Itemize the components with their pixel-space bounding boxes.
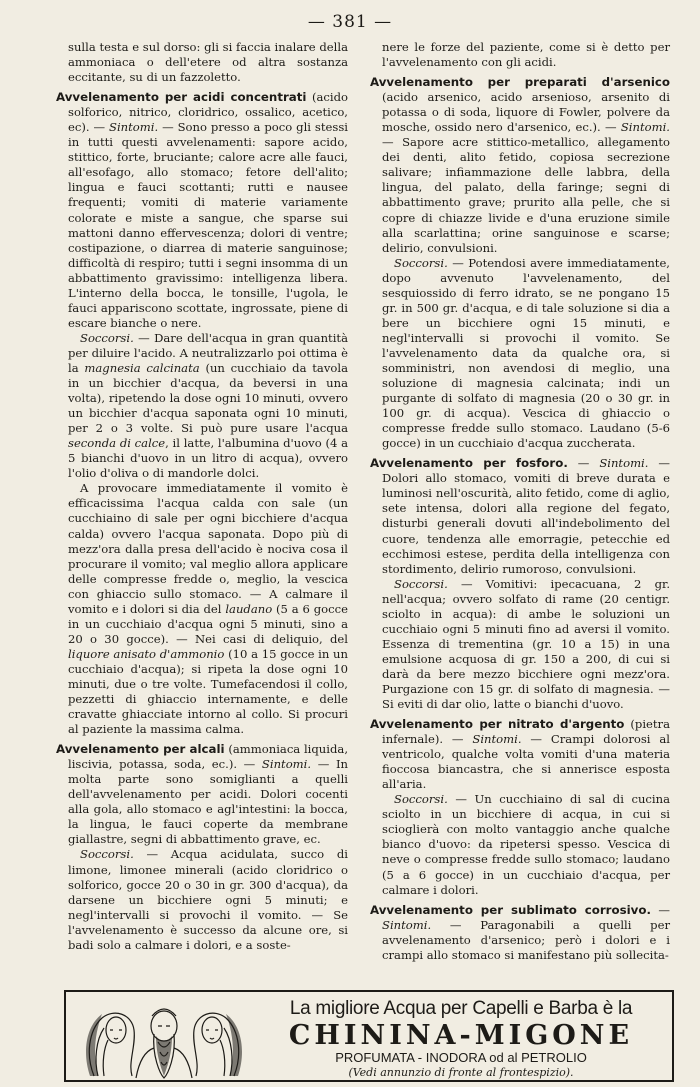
sintomi-label: Sintomi.: [472, 732, 522, 747]
ad-variants: PROFUMATA - INODORA od al PETROLIO: [335, 1050, 587, 1065]
paragraph-text: — Acqua acidulata, succo di limone, limonee minerali (acido cloridrico o solforico, gocce 20 o 30 in gr. 300 d'acqua), da darsene un bicchiere ogni 5 minuti; e negl'intervalli si provochi il vomito. — Se l'avvelenamento è successo da alcune ore, si badi solo a calmare i dolori, e a soste-: [68, 847, 348, 952]
paragraph-text: — Dare dell'acqua in gran quantità per diluire l'acido. A neutralizzarlo poi ottima è la: [68, 330, 348, 375]
paragraph-text: — Vomitivi: ipecacuana, 2 gr. nell'acqua; ovvero solfato di rame (20 centigr. sciolto in acqua): di ambe le soluzioni un cucchiaio ogni 5 minuti fino ad aversi il vomito. Essenza di trementina (gr. 10 a 15) in una emulsione acquosa di gr. 150 a 200, di cui si darà da bere mezzo bicchiere ogni mezz'ora. Purgazione con 15 gr. di solfato di magnesia. — Si eviti di dar olio, latte o bianchi d'uovo.: [382, 576, 670, 712]
paragraph-text: nere le forze del paziente, come si è detto per l'avvelenamento con gli acidi.: [382, 40, 670, 70]
entry-text: (pietra infernale). —: [382, 717, 671, 747]
paragraph-text: , il latte, l'albumina d'uovo (4 a 5 bianchi d'uovo in un litro di acqua), ovvero l'olio d'oliva o di mandorle dolci.: [68, 436, 348, 481]
entry-arsenico: [370, 75, 670, 256]
entry-text: (ammoniaca liquida, liscivia, potassa, soda, ec.). —: [68, 742, 348, 772]
left-column: [56, 40, 348, 953]
italic-term: liquore anisato d'ammonio: [68, 646, 225, 661]
soccorsi-argento: [370, 792, 670, 897]
sintomi-label: Sintomi.: [261, 757, 312, 772]
entry-argento: [370, 717, 670, 792]
entry-text: — In molta parte sono somiglianti a quelli dell'avvelenamento per acidi. Dolori cocenti alla gola, allo stomaco e agl'intestini: la bocca, la lingua, le fauci coperte da membrane giallastre, segni di abbattimento grave, ec.: [68, 757, 349, 847]
paragraph-text: (10 a 15 gocce in un cucchiaio d'acqua); si ripeta la dose ogni 10 minuti, due o tre volte. Tumefacendosi il collo, pezzetti di ghiaccio internamente, e delle cravatte ghiacciate intorno al collo. Si procuri al paziente la massima calma.: [68, 646, 348, 737]
entry-text: (acido arsenico, acido arsenioso, arsenito di potassa o di soda, liquore di Fowler, polvere da mosche, ossido nero d'arsenico, ec.). —: [382, 90, 670, 135]
soccorsi-label: Soccorsi.: [394, 576, 448, 591]
ad-reference-note: (Vedi annunzio di fronte al frontespizio).: [348, 1066, 574, 1079]
paragraph-text: sulla testa e sul dorso: gli si faccia inalare della ammoniaca o dell'etere od altra sostanza eccitante, su di un fazzoletto.: [68, 40, 348, 85]
italic-term: seconda di calce: [68, 436, 166, 451]
entry-heading: Avvelenamento per alcali: [56, 742, 225, 757]
entry-text: — Crampi dolorosi al ventricolo, qualche volta vomiti d'una materia fioccosa biancastra, che si annerisce esposta all'aria.: [382, 732, 670, 792]
sintomi-label: Sintomi.: [599, 456, 649, 471]
sintomi-label: Sintomi.: [109, 120, 159, 135]
entry-text: — Sono presso a poco gli stessi in tutti questi avvelenamenti: sapore acido, stittico, forte, bruciante; calore acre alle fauci, all'esofago, allo stomaco; fetore dell'alito; lingua e fauci scottanti; rutti e nausee frequenti; vomiti di materie variamente colorate e miste a sangue, che sparse sui mattoni danno effervescenza; dolori di ventre; costipazione, o diarrea di materie sanguinose; difficoltà di respiro; tutti i segni insomma di un abbattimento gravissimo: intelligenza libera. L'interno della bocca, le tonsille, l'ugola, le fauci appariscono scottate, ingrossate, piene di escare bianche o nere.: [68, 120, 349, 330]
right-column: [370, 40, 670, 963]
entry-heading: Avvelenamento per preparati d'arsenico: [370, 75, 670, 90]
italic-term: magnesia calcinata: [84, 360, 200, 375]
soccorsi-fosforo: [370, 577, 670, 712]
entry-text: — Paragonabili a quelli per avvelenamento d'arsenico; però i dolori e i crampi allo stomaco si manifestano più sollecita-: [382, 917, 670, 962]
soccorsi-arsenico: [370, 256, 670, 452]
soccorsi-label: Soccorsi.: [394, 792, 448, 807]
entry-fosforo: [370, 456, 670, 576]
entry-heading: Avvelenamento per nitrato d'argento: [370, 717, 625, 732]
soccorsi-acidi: [56, 331, 348, 481]
soccorsi-label: Soccorsi.: [394, 255, 448, 270]
paragraph-continuation: [370, 40, 670, 70]
entry-text: —: [650, 902, 671, 917]
entry-text: (acido solforico, nitrico, cloridrico, ossalico, acetico, ec). —: [68, 90, 348, 135]
soccorsi-label: Soccorsi.: [80, 847, 134, 862]
soccorsi-alcali: [56, 847, 348, 952]
sintomi-label: Sintomi.: [620, 120, 670, 135]
paragraph-vomito: [56, 481, 348, 737]
paragraph-text: (un cucchiaio da tavola in un bicchier d'acqua, da beversi in una volta), ripetendo la dose ogni 10 minuti, ovvero un bicchier d'acqua saponata ogni 10 minuti, per 2 o 3 volte. Si può pure usare l'acqua: [68, 360, 348, 436]
paragraph-text: — Potendosi avere immediatamente, dopo avvenuto l'avvelenamento, del sesquiossido di ferro idrato, se ne pongano 15 gr. in 500 gr. d'acqua, e di tale soluzione si dia a bere un bicchiere ogni 15 minuti, e negl'intervalli si provochi il vomito. Se l'avvelenamento data da qualche ora, si somministri, non avendosi di meglio, una soluzione di magnesia calcinata; indi un purgante di solfato di magnesia (20 o 30 gr. in 100 gr. di acqua). Vescica di ghiaccio o compresse fredde sullo stomaco. Laudano (5-6 gocce) in un cucchiaio d'acqua zuccherata.: [382, 255, 670, 451]
advertisement-illustration: [74, 996, 254, 1080]
entry-heading: Avvelenamento per fosforo.: [370, 456, 568, 471]
entry-acidi: [56, 90, 348, 331]
entry-heading: Avvelenamento per acidi concentrati: [56, 90, 307, 105]
entry-text: — Sapore acre stittico-metallico, allegamento dei denti, alito fetido, copiosa secrezione salivare; infiammazione delle labbra, della lingua, del palato, della faringe; segni di abbattimento grave; prurito alla pelle, che si copre di chiazze livide e d'una eruzione simile alla scarlattina; orine sanguinose e scarse; delirio, convulsioni.: [382, 135, 670, 255]
entry-alcali: [56, 742, 348, 847]
advertisement-box: [64, 990, 674, 1082]
paragraph-text: — Un cucchiaino di sal di cucina sciolto in un bicchiere di acqua, in cui si scioglierà con molto vantaggio anche qualche bianco d'uovo: da ripetersi spesso. Vescica di neve o compresse fredde sullo stomaco; laudano (5 a 6 gocce) in un cucchiaio d'acqua, per calmare i dolori.: [382, 792, 670, 897]
paragraph-fainting: [56, 40, 348, 85]
ad-tagline: La migliore Acqua per Capelli e Barba è la: [289, 998, 633, 1019]
entry-text: — Dolori allo stomaco, vomiti di breve durata e luminosi nell'oscurità, alito fetido, come di aglio, sete intensa, dolori alla regione del fegato, disturbi generali dovuti all'indebolimento del cuore, tendenza alle emorragie, petecchie ed ecchimosi estese, perdita della intelligenza con stordimento, delirio rumoroso, convulsioni.: [382, 456, 671, 576]
ad-brand-name: CHININA-MIGONE: [288, 1020, 634, 1051]
entry-heading: Avvelenamento per sublimato corrosivo.: [370, 902, 651, 917]
page-number: — 381 —: [307, 12, 393, 32]
sintomi-label: Sintomi.: [382, 917, 432, 932]
entry-sublimato: [370, 903, 670, 963]
soccorsi-label: Soccorsi.: [80, 330, 134, 345]
italic-term: laudano: [225, 601, 273, 616]
paragraph-text: (5 a 6 gocce in un cucchiaio d'acqua ogni 5 minuti, sino a 20 o 30 gocce). — Nei casi di deliquio, del: [68, 601, 348, 646]
paragraph-text: A provocare immediatamente il vomito è efficacissima l'acqua calda con sale (un cucchiaino di sale per ogni bicchiere d'acqua calda) ovvero l'acqua saponata. Dopo più di mezz'ora dalla presa dell'acido è nociva cosa il procurare il vomito; val meglio allora applicare delle compresse fredde o, meglio, la vescica con ghiaccio sullo stomaco. — A calmare il vomito e i dolori si dia del: [68, 481, 348, 616]
entry-text: —: [567, 456, 600, 471]
